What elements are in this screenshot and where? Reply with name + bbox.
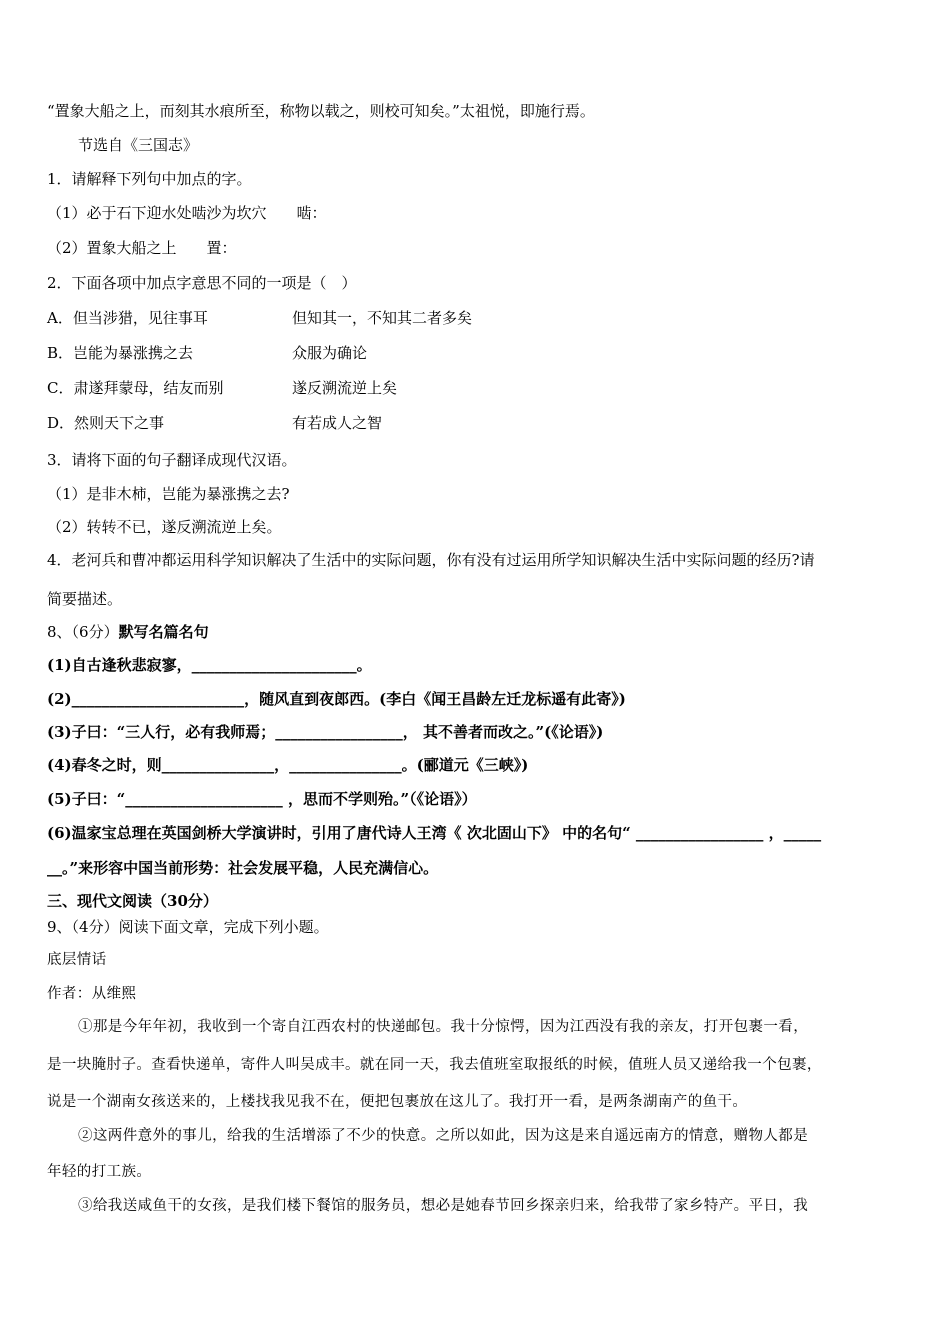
- option-d-left: D．然则天下之事: [47, 414, 165, 432]
- option-a-right: 但知其一，不知其二者多矣: [292, 309, 473, 327]
- option-c-left: C．肃遂拜蒙母，结友而别: [47, 379, 224, 397]
- passage-quote-line: “置象大船之上，而刻其水痕所至，称物以载之，则校可知矣。”太祖悦，即施行焉。: [47, 102, 595, 120]
- section-9-instruction: 9、（4分）阅读下面文章，完成下列小题。: [47, 918, 329, 936]
- question-1: 1．请解释下列句中加点的字。: [47, 170, 252, 188]
- option-d-right: 有若成人之智: [292, 414, 383, 432]
- section-8-heading: [47, 622, 209, 642]
- fill-blank-1: (1)自古逢秋悲寂寥，______________________。: [47, 656, 372, 674]
- source-note: 节选自《三国志》: [78, 136, 199, 154]
- paragraph-1-line-3: 说是一个湖南女孩送来的，上楼找我见我不在，便把包裹放在这儿了。我打开一看，是两条湖南产的鱼干。: [47, 1094, 748, 1110]
- paragraph-3-line-1: ③给我送咸鱼干的女孩，是我们楼下餐馆的服务员，想必是她春节回乡探亲归来，给我带了家乡特产。平日，我: [78, 1198, 809, 1214]
- question-4-line-1: 4．老河兵和曹冲都运用科学知识解决了生活中的实际问题，你有没有过运用所学知识解决生活中实际问题的经历?请: [47, 551, 815, 569]
- paragraph-2-line-2: 年轻的打工族。: [47, 1164, 152, 1180]
- paragraph-1-line-1: ①那是今年年初，我收到一个寄自江西农村的快递邮包。我十分惊愕，因为江西没有我的亲友，打开包裹一看，: [78, 1019, 809, 1035]
- section-8-title: 默写名篇名句: [118, 623, 209, 641]
- fill-blank-3: (3)子曰：“三人行，必有我师焉；_________________， 其不善者而改之。”(《论语》): [47, 723, 604, 741]
- question-4-line-2: 简要描述。: [47, 590, 123, 608]
- option-b-right: 众服为确论: [292, 344, 368, 362]
- fill-blank-6-line-1: (6)温家宝总理在英国剑桥大学演讲时，引用了唐代诗人王湾《 次北固山下》 中的名句“ _________________ ，_____: [47, 824, 822, 842]
- paragraph-2-line-1: ②这两件意外的事儿，给我的生活增添了不少的快意。之所以如此，因为这是来自遥远南方的情意，赠物人都是: [78, 1128, 809, 1144]
- fill-blank-5: (5)子曰：“_____________________ ，思而不学则殆。”（《论语》）: [47, 790, 477, 808]
- section-8-number: 8、（6分）: [47, 623, 119, 641]
- paragraph-1-line-2: 是一块腌肘子。查看快递单，寄件人叫吴成丰。就在同一天，我去值班室取报纸的时候，值班人员又递给我一个包裹，: [47, 1057, 822, 1073]
- article-author: 作者：从维熙: [47, 986, 137, 1002]
- option-b-left: B．岂能为暴涨携之去: [47, 344, 194, 362]
- question-3: 3．请将下面的句子翻译成现代汉语。: [47, 451, 297, 469]
- question-3-item-2: （2）转转不已，遂反溯流逆上矣。: [47, 518, 282, 536]
- section-3-heading: 三、现代文阅读（30分）: [47, 892, 218, 910]
- question-2: 2．下面各项中加点字意思不同的一项是（ ）: [47, 274, 357, 292]
- fill-blank-6-line-2: __。”来形容中国当前形势：社会发展平稳，人民充满信心。: [47, 859, 439, 877]
- option-a-left: A．但当涉猎，见往事耳: [47, 309, 208, 327]
- question-1-item-1: （1）必于石下迎水处啮沙为坎穴 啮：: [47, 204, 327, 222]
- question-3-item-1: （1）是非木柿，岂能为暴涨携之去?: [47, 485, 290, 503]
- fill-blank-4: (4)春冬之时，则_______________，_______________。(郦道元《三峡》): [47, 756, 529, 774]
- option-c-right: 遂反溯流逆上矣: [292, 379, 398, 397]
- question-1-item-2: （2）置象大船之上 置：: [47, 239, 237, 257]
- article-title: 底层情话: [47, 952, 107, 968]
- fill-blank-2: (2)_______________________，随风直到夜郎西。(李白《闻王昌龄左迁龙标遥有此寄》): [47, 690, 626, 708]
